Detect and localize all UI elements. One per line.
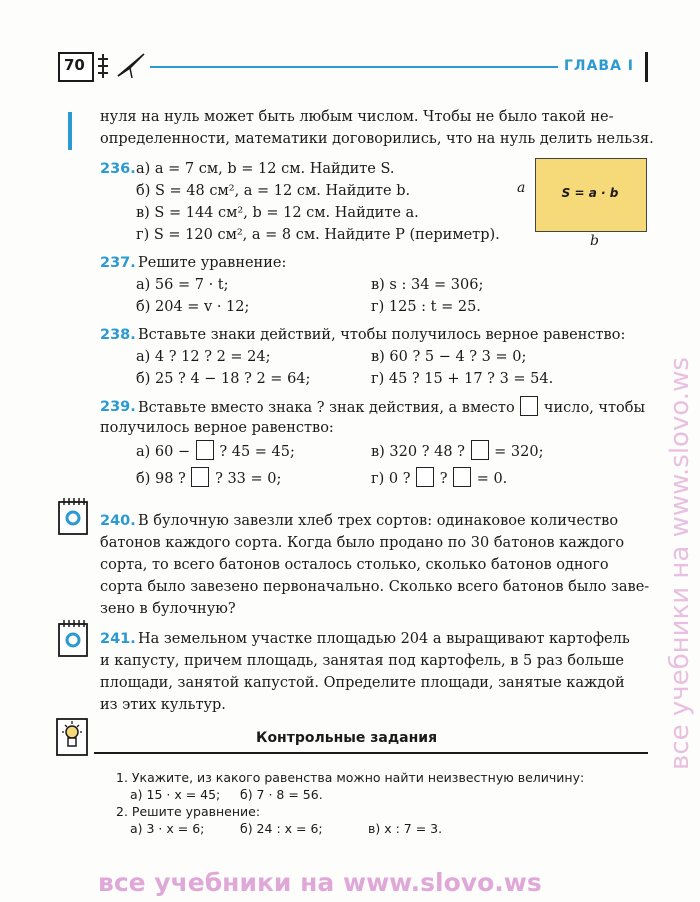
problem-237-number: 237. [100, 255, 136, 271]
problem-239-a-part2: ? 45 = 45; [219, 444, 295, 460]
problem-239-number: 239. [100, 399, 136, 415]
problem-237-a: а) 56 = 7 · t; [136, 277, 229, 293]
problem-239-b-part1: б) 98 ? [136, 471, 186, 487]
problem-240-line-3: сорта, то всего батонов осталось столько, сколько батонов одного [100, 557, 609, 573]
control-q2c: в) x : 7 = 3. [368, 821, 443, 836]
problem-236-b: б) S = 48 см², a = 12 см. Найдите b. [136, 183, 411, 199]
problem-237-v: в) s : 34 = 306; [371, 277, 484, 293]
problem-237-g: г) 125 : t = 25. [371, 299, 481, 315]
blank-box [191, 467, 209, 487]
problem-239-b-part2: ? 33 = 0; [215, 471, 282, 487]
problem-240-line-2: батонов каждого сорта. Когда было продано по 30 батонов каждого [100, 535, 625, 551]
intro-line-1: нуля на нуль может быть любым числом. Чтобы не было такой не- [100, 109, 614, 125]
control-q1b: б) 7 · 8 = 56. [240, 787, 323, 802]
problem-239-g-part1: г) 0 ? [371, 471, 411, 487]
control-q2a: а) 3 · x = 6; [130, 821, 205, 836]
problem-241-line-2: и капусту, причем площадь, занятая под картофель, в 5 раз больше [100, 653, 624, 669]
problem-238-b: б) 25 ? 4 − 18 ? 2 = 64; [136, 371, 311, 387]
control-title: Контрольные задания [256, 730, 438, 746]
watermark-side: все учебники на www.slovo.ws [665, 357, 695, 770]
rectangle-label-b: b [590, 233, 599, 249]
problem-239-title-a: Вставьте вместо знака ? знак действия, а вместо [138, 400, 515, 416]
problem-239-b [136, 467, 281, 490]
problem-241-line-3: площади, занятой капустой. Определите площади, занятые каждой [100, 675, 625, 691]
notebook-icon [56, 498, 90, 540]
problem-240-line-4: сорта было завезено первоначально. Сколько всего батонов было заве- [100, 579, 650, 595]
problem-239-title2: получилось верное равенство: [100, 420, 334, 436]
problem-239-g [371, 467, 507, 490]
binding-icon [94, 54, 112, 82]
problem-238-v: в) 60 ? 5 − 4 ? 3 = 0; [371, 349, 527, 365]
problem-240-line-5: зено в булочную? [100, 601, 236, 617]
control-divider [94, 752, 648, 754]
problem-241-line-1: На земельном участке площадью 204 а выращивают картофель [138, 631, 630, 647]
watermark-bottom: все учебники на www.slovo.ws [98, 868, 542, 897]
blank-box [196, 440, 214, 460]
page-number: 70 [64, 56, 85, 74]
problem-241-line-4: из этих культур. [100, 697, 226, 713]
problem-237-b: б) 204 = v · 12; [136, 299, 250, 315]
problem-239-title-b: число, чтобы [543, 400, 646, 416]
problem-239-v-part1: в) 320 ? 48 ? [371, 444, 465, 460]
control-q1a: а) 15 · x = 45; [130, 787, 221, 802]
problem-240-number: 240. [100, 513, 136, 529]
paper-plane-icon [116, 52, 146, 82]
problem-239-a-part1: а) 60 − [136, 444, 191, 460]
intro-line-2: определенности, математики договорились, что на нуль делить нельзя. [100, 131, 654, 147]
problem-239-title [138, 396, 645, 419]
problem-238-a: а) 4 ? 12 ? 2 = 24; [136, 349, 271, 365]
problem-236-a: а) a = 7 см, b = 12 см. Найдите S. [136, 161, 395, 177]
problem-239-a [136, 440, 295, 463]
lightbulb-icon [56, 718, 88, 760]
problem-240-line-1: В булочную завезли хлеб трех сортов: одинаковое количество [138, 513, 619, 529]
header-bar [58, 50, 648, 82]
notebook-icon [56, 620, 90, 662]
blank-box [416, 467, 434, 487]
blank-box [471, 440, 489, 460]
control-q2: 2. Решите уравнение: [116, 804, 261, 819]
blank-box [453, 467, 471, 487]
control-q2b: б) 24 : x = 6; [240, 821, 323, 836]
problem-241-number: 241. [100, 631, 136, 647]
rectangle-formula: S = a · b [561, 186, 619, 200]
problem-239-v-part2: = 320; [494, 444, 544, 460]
problem-239-g-part2: ? [439, 471, 448, 487]
continuation-mark [68, 112, 72, 150]
problem-238-number: 238. [100, 327, 136, 343]
problem-239-g-part3: = 0. [476, 471, 508, 487]
problem-236-number: 236. [100, 161, 136, 177]
rectangle-label-a: a [517, 180, 526, 196]
problem-239-v [371, 440, 543, 463]
problem-236-g: г) S = 120 см², a = 8 см. Найдите P (периметр). [136, 227, 500, 243]
problem-237-title: Решите уравнение: [138, 255, 287, 271]
control-q1: 1. Укажите, из какого равенства можно найти неизвестную величину: [116, 770, 585, 785]
problem-238-title: Вставьте знаки действий, чтобы получилось верное равенство: [138, 327, 626, 343]
blank-box [520, 396, 538, 416]
problem-238-g: г) 45 ? 15 + 17 ? 3 = 54. [371, 371, 554, 387]
problem-236-v: в) S = 144 см², b = 12 см. Найдите a. [136, 205, 419, 221]
chapter-title: ГЛАВА I [558, 58, 634, 74]
header-right-rule [645, 52, 648, 82]
